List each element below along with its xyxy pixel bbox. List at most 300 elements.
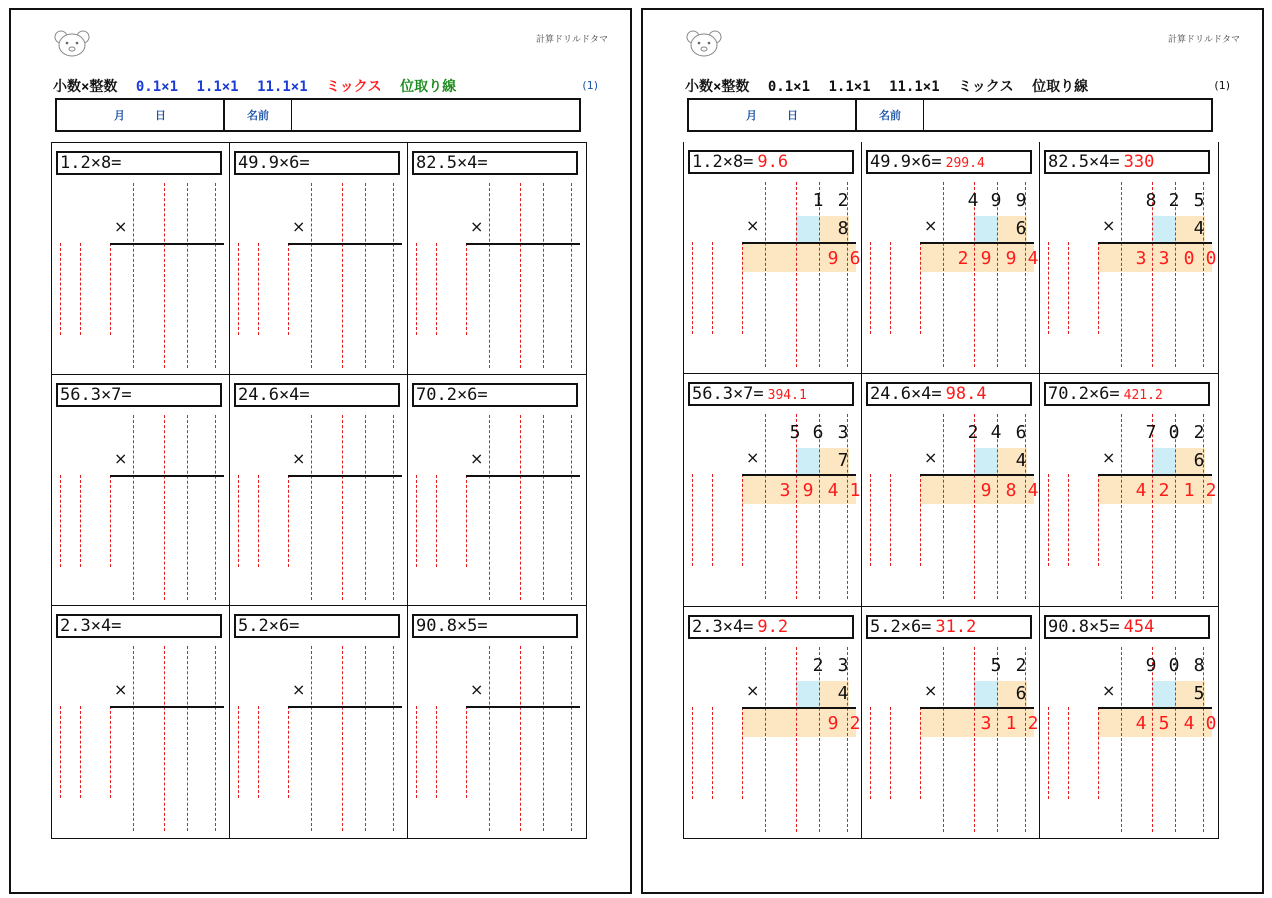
guide-line [520,415,521,600]
question-box [1044,382,1210,406]
question-text: 90.8×5= [416,616,488,637]
guide-line [436,475,437,567]
multiplier-digit: 6 [1015,682,1027,704]
top-digit: 0 [1168,422,1180,444]
top-digit: 2 [1168,190,1180,211]
result-digit: 9 [1005,248,1017,269]
problem-cell [230,143,408,375]
result-digit: 8 [1005,480,1017,502]
name-date-box [55,98,581,132]
times-sign: × [292,448,306,468]
problem-cell [862,607,1040,839]
top-digit: 9 [1145,654,1157,676]
result-digit: 2 [1027,712,1039,734]
guide-line [765,182,766,367]
times-sign: × [746,448,760,468]
worksheet-title [53,76,593,98]
guide-line [466,243,467,335]
question-text: 82.5×4= [1048,152,1120,172]
bear-mascot-icon [53,28,91,58]
problem-cell [408,606,586,838]
guide-line [1121,414,1122,599]
guide-line [238,706,239,798]
guide-line [416,475,417,567]
times-sign: × [114,448,128,468]
title-part1: 0.1×1 [767,79,811,95]
guide-line [393,415,394,600]
result-digit: 1 [1005,712,1017,734]
question-box [412,383,578,407]
answer-line [742,707,856,709]
guide-line [365,646,366,831]
result-digit: 2 [957,248,969,269]
guide-line [164,646,165,831]
title-part2: 1.1×1 [828,79,871,95]
top-digit: 6 [1015,422,1027,444]
guide-line [520,646,521,831]
guide-line [288,475,289,567]
answer-text: 98.4 [945,384,987,405]
answer-line [920,242,1034,244]
guide-line [1121,182,1122,367]
question-box [688,615,854,639]
result-digit: 9 [980,480,992,502]
guide-line [920,242,921,334]
result-digit: 6 [849,248,861,269]
title-part3: 11.1×1 [257,79,308,95]
multiplier-digit: 6 [1015,218,1027,239]
question-box [866,382,1032,406]
guide-line [258,243,259,335]
name-label: 名前 [857,100,924,130]
top-digit: 2 [967,422,979,444]
guide-line [187,646,188,831]
answer-line [1098,474,1212,476]
question-text: 1.2×8= [692,152,754,172]
times-sign: × [746,216,760,235]
times-sign: × [470,217,484,236]
guide-line [1098,242,1099,334]
answer-text: 299.4 [945,156,985,171]
question-box [688,150,854,174]
guide-line [890,242,891,334]
result-digit: 5 [1158,712,1170,734]
question-text: 24.6×4= [870,384,942,405]
result-digit: 4 [1135,712,1147,734]
guide-line [742,474,743,566]
guide-line [742,707,743,799]
question-box [56,614,222,638]
guide-line [436,706,437,798]
guide-line [1048,474,1049,566]
problem-cell [1040,142,1218,374]
question-text: 5.2×6= [870,616,932,637]
result-digit: 3 [980,712,992,734]
guide-line [742,242,743,334]
guide-line [466,475,467,567]
multiplier-highlight [974,216,997,242]
title-part5: 位取り線 [400,79,457,95]
top-digit: 2 [837,190,849,211]
guide-line [712,707,713,799]
result-digit: 0 [1205,712,1217,734]
question-box [412,614,578,638]
result-digit: 9 [980,248,992,269]
problem-grid [51,142,587,839]
result-digit: 4 [827,480,839,502]
guide-line [311,415,312,600]
question-box [1044,150,1210,174]
guide-line [870,474,871,566]
guide-line [692,474,693,566]
result-digit: 3 [1158,248,1170,269]
result-digit: 9 [802,480,814,502]
multiplier-highlight [974,681,997,707]
guide-line [1098,474,1099,566]
guide-line [133,646,134,831]
guide-line [365,183,366,368]
multiplier-digit: 6 [1193,450,1205,472]
result-digit: 0 [1183,248,1195,269]
multiplier-digit: 4 [1015,450,1027,472]
question-text: 5.2×6= [238,616,300,637]
guide-line [943,414,944,599]
guide-line [489,183,490,368]
top-digit: 3 [837,422,849,444]
times-sign: × [114,217,128,236]
title-part2: 1.1×1 [196,79,239,95]
guide-line [1048,242,1049,334]
answer-text: 394.1 [767,388,807,404]
multiplier-highlight [1152,448,1175,474]
question-box [866,615,1032,639]
top-digit: 2 [812,654,824,676]
answer-line [466,243,580,245]
question-text: 70.2×6= [1048,384,1120,405]
top-digit: 1 [812,190,824,211]
problem-cell [408,143,586,375]
title-part1: 0.1×1 [135,79,179,95]
question-text: 2.3×4= [692,616,754,637]
guide-line [1068,474,1069,566]
result-digit: 4 [1027,248,1039,269]
multiplier-highlight [796,681,819,707]
multiplier-highlight [974,448,997,474]
guide-line [974,647,975,832]
title-part4: ミックス [958,79,1014,95]
problem-cell [52,143,230,375]
date-field[interactable] [57,100,225,130]
worksheet-problems [9,8,632,894]
top-digit: 5 [789,422,801,444]
guide-line [393,183,394,368]
guide-line [796,182,797,367]
multiplier-digit: 5 [1193,682,1205,704]
guide-line [543,415,544,600]
guide-line [80,243,81,335]
multiplier-highlight [796,216,819,242]
title-part5: 位取り線 [1032,79,1089,95]
title-main: 小数×整数 [53,79,118,95]
question-text: 2.3×4= [60,616,122,637]
question-box [412,151,578,175]
result-digit: 9 [827,248,839,269]
guide-line [342,183,343,368]
guide-line [890,707,891,799]
guide-line [187,415,188,600]
top-digit: 9 [990,190,1002,211]
guide-line [466,706,467,798]
guide-line [80,706,81,798]
guide-line [571,183,572,368]
times-sign: × [1102,448,1116,468]
title-main: 小数×整数 [685,79,750,95]
times-sign: × [292,217,306,236]
guide-line [1048,707,1049,799]
title-part4: ミックス [326,79,382,95]
guide-line [60,475,61,567]
guide-line [393,646,394,831]
problem-cell [1040,607,1218,839]
guide-line [692,707,693,799]
problem-cell [230,606,408,838]
multiplier-digit: 4 [837,682,849,704]
answer-line [110,706,224,708]
question-box [1044,615,1210,639]
guide-line [365,415,366,600]
question-text: 56.3×7= [692,384,764,405]
guide-line [164,183,165,368]
multiplier-digit: 4 [1193,218,1205,239]
guide-line [258,475,259,567]
times-sign: × [924,448,938,468]
guide-line [110,706,111,798]
multiplier-digit: 7 [837,450,849,472]
day-label: 日 [787,109,798,122]
name-field[interactable] [924,100,1211,130]
question-text: 56.3×7= [60,384,132,405]
times-sign: × [470,680,484,700]
answer-line [920,474,1034,476]
guide-line [215,646,216,831]
multiplier-highlight [796,448,819,474]
guide-line [416,706,417,798]
guide-line [60,706,61,798]
top-digit: 5 [1193,190,1205,211]
guide-line [133,183,134,368]
result-digit: 3 [779,480,791,502]
times-sign: × [924,216,938,235]
answer-line [920,707,1034,709]
question-box [866,150,1032,174]
top-digit: 2 [1015,654,1027,676]
multiplier-highlight [1152,216,1175,242]
times-sign: × [746,680,760,700]
guide-line [870,707,871,799]
date-field[interactable] [689,100,857,130]
question-text: 70.2×6= [416,384,488,405]
problem-cell [230,375,408,607]
question-text: 1.2×8= [60,153,122,173]
answer-line [288,706,402,708]
problem-cell [684,374,862,606]
guide-line [712,474,713,566]
guide-line [796,647,797,832]
answer-line [110,475,224,477]
answer-line [110,243,224,245]
guide-line [1121,647,1122,832]
guide-line [133,415,134,600]
month-label: 月 [746,109,757,122]
worksheet-answers [641,8,1264,894]
result-digit: 9 [827,712,839,734]
answer-line [466,706,580,708]
guide-line [342,646,343,831]
guide-line [870,242,871,334]
top-digit: 7 [1145,422,1157,444]
guide-line [342,415,343,600]
result-digit: 1 [1183,480,1195,502]
times-sign: × [924,680,938,700]
guide-line [765,414,766,599]
result-digit: 4 [1027,480,1039,502]
problem-cell [862,374,1040,606]
question-text: 49.9×6= [238,153,310,173]
guide-line [288,243,289,335]
answer-line [288,243,402,245]
top-digit: 5 [990,654,1002,676]
answer-line [288,475,402,477]
top-digit: 8 [1193,654,1205,676]
top-digit: 4 [967,190,979,211]
guide-line [258,706,259,798]
guide-line [60,243,61,335]
guide-line [692,242,693,334]
top-digit: 9 [1015,190,1027,211]
day-label: 日 [155,109,166,122]
result-digit: 4 [1183,712,1195,734]
result-digit: 2 [849,712,861,734]
guide-line [1098,707,1099,799]
result-digit: 0 [1205,248,1217,269]
multiplier-digit: 8 [837,218,849,239]
guide-line [943,647,944,832]
answer-line [466,475,580,477]
answer-line [742,474,856,476]
question-text: 24.6×4= [238,384,310,405]
page-number: (1) [1214,79,1230,92]
guide-line [571,415,572,600]
question-text: 90.8×5= [1048,616,1120,637]
result-digit: 1 [849,480,861,502]
guide-line [765,647,766,832]
answer-text: 9.6 [757,152,789,172]
brand-label: 計算ドリルドタマ [1167,35,1240,45]
problem-cell [684,142,862,374]
guide-line [489,646,490,831]
top-digit: 3 [837,654,849,676]
answer-text: 330 [1123,152,1155,172]
answer-text: 454 [1123,616,1155,637]
result-digit: 2 [1158,480,1170,502]
answer-line [742,242,856,244]
top-digit: 6 [812,422,824,444]
question-box [56,151,222,175]
question-box [234,614,400,638]
top-digit: 0 [1168,654,1180,676]
times-sign: × [1102,680,1116,700]
question-box [56,383,222,407]
guide-line [215,183,216,368]
guide-line [238,475,239,567]
problem-cell [862,142,1040,374]
result-digit: 2 [1205,480,1217,502]
answer-text: 421.2 [1123,388,1163,404]
name-label: 名前 [225,100,292,130]
name-field[interactable] [292,100,579,130]
guide-line [238,243,239,335]
problem-cell [408,375,586,607]
question-box [234,151,400,175]
guide-line [543,646,544,831]
question-box [688,382,854,406]
times-sign: × [1102,216,1116,235]
problem-cell [1040,374,1218,606]
question-box [234,383,400,407]
result-digit: 4 [1135,480,1147,502]
guide-line [311,183,312,368]
guide-line [436,243,437,335]
guide-line [110,243,111,335]
bear-mascot-icon [685,28,723,58]
guide-line [920,474,921,566]
guide-line [288,706,289,798]
guide-line [1068,242,1069,334]
top-digit: 8 [1145,190,1157,211]
answer-text: 9.2 [757,616,789,637]
guide-line [571,646,572,831]
top-digit: 2 [1193,422,1205,444]
month-label: 月 [114,109,125,122]
guide-line [890,474,891,566]
worksheet-title [685,76,1225,98]
guide-line [164,415,165,600]
question-text: 49.9×6= [870,152,942,172]
guide-line [520,183,521,368]
guide-line [110,475,111,567]
answer-grid [683,142,1219,839]
guide-line [80,475,81,567]
question-text: 82.5×4= [416,153,488,173]
guide-line [712,242,713,334]
guide-line [1068,707,1069,799]
result-digit: 3 [1135,248,1147,269]
guide-line [920,707,921,799]
problem-cell [684,607,862,839]
multiplier-highlight [1152,681,1175,707]
brand-label: 計算ドリルドタマ [535,35,608,45]
guide-line [943,182,944,367]
answer-text: 31.2 [935,616,977,637]
guide-line [311,646,312,831]
guide-line [489,415,490,600]
title-part3: 11.1×1 [889,79,940,95]
answer-line [1098,242,1212,244]
page-number: (1) [582,79,598,92]
guide-line [187,183,188,368]
times-sign: × [292,680,306,700]
guide-line [416,243,417,335]
